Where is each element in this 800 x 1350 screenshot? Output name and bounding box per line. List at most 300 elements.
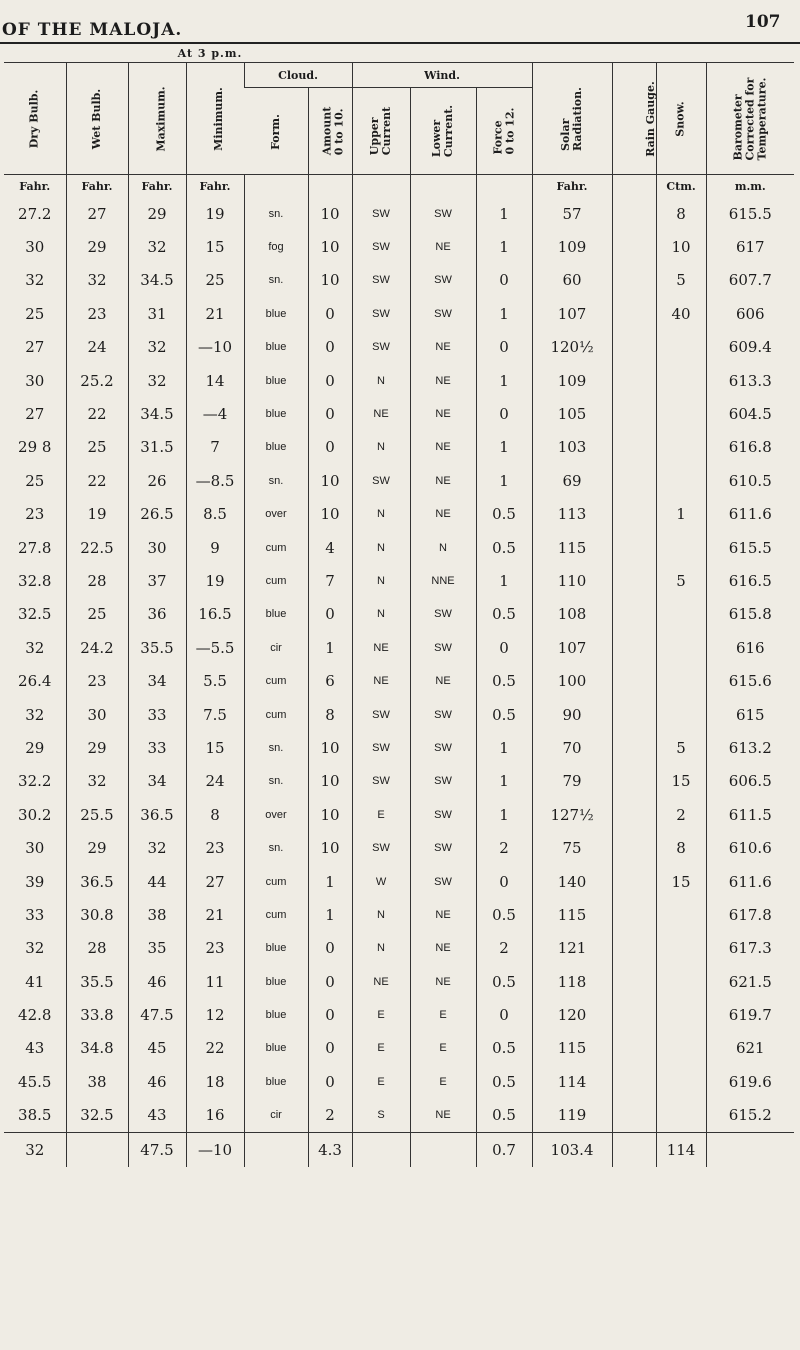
cell-snow [656,364,706,397]
cell-dry: 30 [25,839,45,858]
cell-solar: 103 [532,431,612,464]
cell-upper: N [352,564,410,597]
table-row [4,197,794,230]
cell-dry: 27 [25,405,45,424]
total-cell: 4.3 [308,1132,352,1167]
cell-wet: 22.5 [66,531,128,564]
cell-rain [612,798,656,831]
cell-lower: NE [410,664,476,697]
cell-wet: 23 [66,664,128,697]
col-wind-lower: Lower Current. [410,88,476,175]
cell-snow: 15 [656,765,706,798]
total-cell [706,1132,794,1167]
cell-max: 34.5 [128,264,186,297]
cell-dry: 23 [25,505,45,524]
cell-lower: NE [410,397,476,430]
cell-upper: SW [352,698,410,731]
table-row [4,765,794,798]
cell-form: sn. [244,197,308,230]
cell-upper: SW [352,331,410,364]
cell-min: 15 [186,731,244,764]
cell-baro: 617 [706,230,794,263]
cell-force: 0.5 [476,531,532,564]
cell-lower: SW [410,698,476,731]
cell-max: 36.5 [128,798,186,831]
cell-form: blue [244,965,308,998]
unit-cell: Fahr. [19,179,51,193]
cell-form: cum [244,664,308,697]
cell-lower: NE [410,464,476,497]
cell-form: sn. [244,831,308,864]
cell-wet: 25.2 [66,364,128,397]
cell-form: sn. [244,264,308,297]
cell-baro: 611.6 [706,865,794,898]
cell-force: 0 [476,264,532,297]
total-cell: 32 [4,1132,66,1167]
cell-baro: 617.3 [706,932,794,965]
cell-form: over [244,798,308,831]
table-row [4,230,794,263]
unit-cell: Fahr. [186,175,244,198]
cell-lower: NE [410,331,476,364]
cell-max: 32 [128,230,186,263]
cell-baro: 607.7 [706,264,794,297]
cell-wet: 36.5 [66,865,128,898]
cell-snow [656,331,706,364]
cell-force: 1 [476,765,532,798]
cell-solar: 69 [532,464,612,497]
cell-baro: 615.2 [706,1099,794,1133]
cell-amount: 0 [308,1065,352,1098]
cell-rain [612,598,656,631]
table-row [4,1032,794,1065]
cell-min: 27 [186,865,244,898]
cell-baro: 615.6 [706,664,794,697]
cell-lower: NE [410,364,476,397]
cell-upper: SW [352,765,410,798]
table-row [4,698,794,731]
cell-solar: 113 [532,498,612,531]
cell-baro: 619.7 [706,998,794,1031]
cell-max: 44 [128,865,186,898]
col-solar-radiation: Solar Radiation. [532,63,612,175]
cell-baro: 615.5 [706,197,794,230]
cell-lower: NNE [410,564,476,597]
cell-min: —5.5 [186,631,244,664]
cell-dry: 29 [25,738,45,757]
cell-dry: 43 [25,1039,45,1058]
cell-upper: E [352,1032,410,1065]
cell-amount: 10 [308,731,352,764]
cell-solar: 121 [532,932,612,965]
cell-max: 31 [128,297,186,330]
cell-amount: 0 [308,431,352,464]
cell-baro: 609.4 [706,331,794,364]
cell-upper: SW [352,297,410,330]
cell-upper: NE [352,631,410,664]
cell-max: 33 [128,698,186,731]
cell-baro: 616.5 [706,564,794,597]
cell-lower: SW [410,264,476,297]
cell-snow [656,531,706,564]
cell-min: 18 [186,1065,244,1098]
cell-dry: 32 [25,939,45,958]
table-row [4,865,794,898]
cell-solar: 57 [532,197,612,230]
cell-wet: 32 [66,765,128,798]
cell-amount: 4 [308,531,352,564]
table-row [4,998,794,1031]
cell-rain [612,1032,656,1065]
cell-solar: 107 [532,297,612,330]
total-cell: 0.7 [476,1132,532,1167]
cell-amount: 0 [308,397,352,430]
col-barometer: Barometer Corrected for Temperature. [706,63,794,175]
cell-max: 29 [128,197,186,230]
cell-lower: N [410,531,476,564]
cell-max: 45 [128,1032,186,1065]
cell-form: over [244,498,308,531]
cell-rain [612,965,656,998]
col-wet-bulb: Wet Bulb. [66,63,128,175]
cell-dry: 26.4 [18,672,52,691]
cell-lower: SW [410,831,476,864]
table-row [4,932,794,965]
cell-lower: NE [410,431,476,464]
unit-cell: m.m. [706,175,794,198]
cell-wet: 24 [66,331,128,364]
cell-snow [656,932,706,965]
cell-min: 11 [186,965,244,998]
cell-solar: 119 [532,1099,612,1133]
cell-force: 0 [476,865,532,898]
cell-upper: N [352,431,410,464]
col-wind-upper: Upper Current [352,88,410,175]
cell-snow [656,965,706,998]
cell-rain [612,364,656,397]
unit-cell [308,175,352,198]
time-label: At 3 p.m. [177,47,243,60]
cell-snow [656,397,706,430]
cell-wet: 32 [66,264,128,297]
cell-wet: 35.5 [66,965,128,998]
cell-solar: 70 [532,731,612,764]
cell-min: 14 [186,364,244,397]
cell-solar: 127½ [532,798,612,831]
cell-amount: 0 [308,932,352,965]
cell-upper: W [352,865,410,898]
cell-baro: 610.5 [706,464,794,497]
cell-baro: 613.2 [706,731,794,764]
cell-lower: SW [410,798,476,831]
cell-lower: SW [410,297,476,330]
cell-min: —4 [186,397,244,430]
cell-baro: 604.5 [706,397,794,430]
col-group-cloud: Cloud. [244,63,352,88]
cell-lower: SW [410,631,476,664]
cell-solar: 118 [532,965,612,998]
col-minimum: Minimum. [186,63,244,175]
table-row [4,297,794,330]
cell-dry: 27.8 [18,538,52,557]
table-row [4,431,794,464]
cell-amount: 10 [308,264,352,297]
cell-rain [612,631,656,664]
cell-snow [656,598,706,631]
cell-snow: 1 [656,498,706,531]
cell-force: 2 [476,831,532,864]
cell-solar: 60 [532,264,612,297]
cell-snow [656,431,706,464]
cell-solar: 115 [532,1032,612,1065]
cell-min: 19 [186,564,244,597]
cell-min: 24 [186,765,244,798]
cell-dry: 39 [25,872,45,891]
cell-rain [612,998,656,1031]
cell-rain [612,698,656,731]
totals-row [4,1132,794,1167]
cell-wet: 28 [66,932,128,965]
cell-max: 34.5 [128,397,186,430]
col-wind-force: Force 0 to 12. [476,88,532,175]
unit-cell [410,175,476,198]
cell-form: cum [244,698,308,731]
cell-form: blue [244,364,308,397]
cell-snow: 5 [656,264,706,297]
cell-solar: 114 [532,1065,612,1098]
cell-dry: 38.5 [18,1106,52,1125]
col-dry-bulb: Dry Bulb. [4,63,66,175]
total-cell: 103.4 [532,1132,612,1167]
total-cell: 114 [656,1132,706,1167]
cell-rain [612,765,656,798]
cell-upper: E [352,998,410,1031]
cell-form: cum [244,898,308,931]
cell-dry: 27 [25,338,45,357]
cell-max: 35 [128,932,186,965]
cell-rain [612,898,656,931]
cell-upper: N [352,932,410,965]
unit-cell: Fahr. [532,175,612,198]
cell-lower: NE [410,965,476,998]
table-row [4,731,794,764]
cell-lower: E [410,998,476,1031]
cell-form: sn. [244,765,308,798]
cell-max: 26.5 [128,498,186,531]
cell-form: blue [244,297,308,330]
cell-wet: 30.8 [66,898,128,931]
cell-lower: NE [410,898,476,931]
cell-force: 0.5 [476,498,532,531]
cell-upper: N [352,531,410,564]
cell-amount: 10 [308,831,352,864]
cell-lower: SW [410,731,476,764]
cell-baro: 621 [706,1032,794,1065]
cell-force: 0.5 [476,1099,532,1133]
cell-amount: 1 [308,631,352,664]
cell-max: 47.5 [128,998,186,1031]
cell-rain [612,664,656,697]
cell-wet: 25 [66,598,128,631]
table-row [4,664,794,697]
cell-amount: 2 [308,1099,352,1133]
cell-wet: 33.8 [66,998,128,1031]
cell-force: 0.5 [476,598,532,631]
cell-force: 0.5 [476,1032,532,1065]
cell-min: 21 [186,898,244,931]
cell-force: 1 [476,464,532,497]
cell-min: —10 [186,331,244,364]
cell-dry: 32.2 [18,772,52,791]
cell-baro: 610.6 [706,831,794,864]
total-cell: 47.5 [128,1132,186,1167]
cell-solar: 109 [532,230,612,263]
unit-cell [612,175,656,198]
cell-force: 0 [476,998,532,1031]
cell-force: 2 [476,932,532,965]
cell-solar: 79 [532,765,612,798]
table-row [4,564,794,597]
cell-upper: SW [352,197,410,230]
table-row [4,531,794,564]
cell-solar: 109 [532,364,612,397]
unit-cell: Fahr. [128,175,186,198]
cell-form: cir [244,631,308,664]
cell-lower: NE [410,498,476,531]
cell-max: 38 [128,898,186,931]
cell-amount: 0 [308,1032,352,1065]
cell-baro: 615.8 [706,598,794,631]
cell-max: 32 [128,831,186,864]
cell-amount: 10 [308,798,352,831]
table-row [4,1065,794,1098]
cell-dry: 25 [25,304,45,323]
cell-baro: 611.6 [706,498,794,531]
cell-min: 15 [186,230,244,263]
table-row [4,965,794,998]
unit-cell: Fahr. [66,175,128,198]
table-row [4,598,794,631]
cell-min: 8 [186,798,244,831]
cell-snow [656,998,706,1031]
cell-upper: N [352,598,410,631]
col-group-wind: Wind. [352,63,532,88]
total-cell [352,1132,410,1167]
cell-solar: 115 [532,898,612,931]
cell-max: 32 [128,331,186,364]
col-cloud-amount: Amount 0 to 10. [308,88,352,175]
cell-min: 7 [186,431,244,464]
col-cloud-form: Form. [244,88,308,175]
cell-snow: 40 [656,297,706,330]
cell-dry: 32.5 [18,605,52,624]
cell-force: 0 [476,331,532,364]
cell-baro: 611.5 [706,798,794,831]
cell-max: 34 [128,765,186,798]
cell-wet: 38 [66,1065,128,1098]
cell-force: 0.5 [476,698,532,731]
cell-upper: NE [352,965,410,998]
cell-rain [612,297,656,330]
cell-baro: 616 [706,631,794,664]
table-row [4,464,794,497]
cell-min: 9 [186,531,244,564]
cell-solar: 105 [532,397,612,430]
cell-rain [612,397,656,430]
cell-force: 0.5 [476,664,532,697]
cell-upper: SW [352,230,410,263]
table-row [4,898,794,931]
cell-upper: SW [352,264,410,297]
cell-wet: 29 [66,831,128,864]
cell-form: blue [244,431,308,464]
cell-max: 43 [128,1099,186,1133]
cell-solar: 100 [532,664,612,697]
cell-amount: 0 [308,364,352,397]
cell-form: sn. [244,464,308,497]
cell-form: fog [244,230,308,263]
cell-max: 34 [128,664,186,697]
cell-upper: N [352,898,410,931]
cell-force: 1 [476,431,532,464]
cell-upper: N [352,498,410,531]
cell-rain [612,865,656,898]
cell-dry: 29 8 [18,438,52,457]
cell-dry: 30 [25,371,45,390]
cell-solar: 110 [532,564,612,597]
table-row [4,498,794,531]
cell-wet: 29 [66,731,128,764]
cell-dry: 30 [25,238,45,257]
cell-amount: 8 [308,698,352,731]
cell-wet: 23 [66,297,128,330]
cell-wet: 34.8 [66,1032,128,1065]
cell-wet: 32.5 [66,1099,128,1133]
cell-form: blue [244,1032,308,1065]
cell-max: 36 [128,598,186,631]
table-row [4,798,794,831]
cell-solar: 120½ [532,331,612,364]
header-row-groups [4,63,794,88]
cell-force: 1 [476,731,532,764]
total-cell [244,1132,308,1167]
cell-wet: 19 [66,498,128,531]
cell-upper: NE [352,397,410,430]
cell-upper: SW [352,464,410,497]
cell-dry: 30.2 [18,805,52,824]
cell-baro: 621.5 [706,965,794,998]
cell-max: 46 [128,1065,186,1098]
cell-force: 1 [476,798,532,831]
cell-form: blue [244,1065,308,1098]
cell-dry: 33 [25,905,45,924]
cell-solar: 90 [532,698,612,731]
observations-table [4,62,794,1167]
cell-rain [612,264,656,297]
running-title: OF THE MALOJA. [2,20,183,40]
cell-amount: 6 [308,664,352,697]
cell-baro: 606.5 [706,765,794,798]
cell-lower: E [410,1032,476,1065]
cell-min: 8.5 [186,498,244,531]
cell-min: 7.5 [186,698,244,731]
cell-snow [656,664,706,697]
cell-wet: 25 [66,431,128,464]
cell-form: blue [244,331,308,364]
unit-cell [352,175,410,198]
col-maximum: Maximum. [128,63,186,175]
table-row [4,364,794,397]
